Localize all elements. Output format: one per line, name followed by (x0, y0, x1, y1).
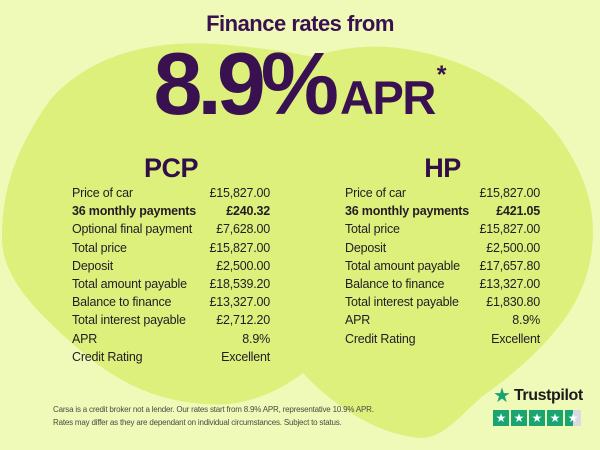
table-row (72, 277, 270, 295)
row-label: Total amount payable (345, 258, 460, 273)
row-label: Price of car (345, 186, 406, 200)
star-glyph: ★ (549, 411, 561, 425)
table-row (345, 186, 540, 204)
full-star-icon (529, 410, 545, 426)
row-label: Total interest payable (72, 313, 186, 328)
full-star-icon (547, 410, 563, 426)
table-row (345, 241, 540, 259)
row-label: Total interest payable (345, 295, 459, 310)
row-label: APR (72, 331, 98, 346)
pcp-table-rows (72, 186, 270, 368)
disclaimer-line-1: Carsa is a credit broker not a lender. Our rates start from 8.9% APR, representative 10.9% APR. (53, 405, 374, 414)
row-value: £17,657.80 (479, 258, 540, 273)
row-label: APR (345, 313, 371, 328)
row-value: £7,628.00 (216, 222, 270, 237)
row-label: Balance to finance (345, 276, 445, 291)
table-row (72, 350, 270, 368)
disclaimer-text (53, 404, 383, 429)
row-label: Total price (345, 222, 400, 237)
disclaimer-line-2: Rates may differ as they are dependant on individual circumstances. Subject to status. (53, 417, 342, 427)
row-label: Price of car (72, 186, 133, 200)
star-glyph: ★ (513, 411, 525, 425)
full-star-icon (493, 410, 509, 426)
row-value: £1,830.80 (486, 295, 540, 310)
row-value: 8.9% (242, 331, 270, 346)
table-row (72, 186, 270, 204)
table-row (72, 204, 270, 222)
headline-rate-value: 8.9% (153, 34, 335, 133)
star-glyph: ★ (567, 411, 579, 425)
row-value: £13,327.00 (479, 276, 540, 291)
table-row (345, 259, 540, 277)
row-label: Credit Rating (345, 331, 416, 346)
row-value: £13,327.00 (209, 295, 270, 310)
row-value: Excellent (491, 331, 540, 346)
row-value: £421.05 (496, 204, 540, 219)
row-label: Total price (72, 240, 127, 255)
row-value: £15,827.00 (479, 222, 540, 237)
trustpilot-rating-stars (493, 410, 583, 426)
row-value: £15,827.00 (209, 240, 270, 255)
trustpilot-star-icon: ★ (493, 385, 511, 407)
row-label: Total amount payable (72, 276, 187, 291)
pcp-table-title: PCP (143, 153, 199, 183)
row-value: £2,500.00 (216, 258, 270, 273)
table-row (72, 259, 270, 277)
row-label: Optional final payment (72, 222, 192, 237)
row-label: Deposit (72, 258, 113, 273)
row-value: 8.9% (512, 313, 540, 328)
table-row (345, 332, 540, 350)
row-value: £2,500.00 (486, 240, 540, 255)
table-row (345, 222, 540, 240)
table-row (72, 332, 270, 350)
row-value: £15,827.00 (209, 186, 270, 200)
page-title: Finance rates from (206, 11, 394, 36)
headline-asterisk: * (436, 61, 447, 89)
trustpilot-widget (493, 387, 583, 426)
headline-rate-suffix: APR (340, 71, 435, 124)
row-value: £15,827.00 (479, 186, 540, 200)
row-label: Balance to finance (72, 295, 172, 310)
table-row (72, 241, 270, 259)
row-label: Credit Rating (72, 349, 143, 364)
hp-table-rows (345, 186, 540, 350)
table-row (345, 204, 540, 222)
row-label: 36 monthly payments (345, 204, 470, 219)
row-label: Deposit (345, 240, 386, 255)
table-row (72, 222, 270, 240)
table-row (345, 295, 540, 313)
trustpilot-brand-name: Trustpilot (513, 387, 583, 404)
table-row (72, 295, 270, 313)
table-row (345, 313, 540, 331)
star-glyph: ★ (531, 411, 543, 425)
table-row (72, 313, 270, 331)
half-star-icon (565, 410, 581, 426)
trustpilot-logo (493, 387, 583, 405)
row-label: 36 monthly payments (72, 204, 197, 219)
row-value: £18,539.20 (209, 276, 270, 291)
row-value: £240.32 (226, 204, 270, 219)
table-row (345, 277, 540, 295)
full-star-icon (511, 410, 527, 426)
star-glyph: ★ (495, 411, 507, 425)
hp-finance-table (345, 155, 540, 350)
row-value: Excellent (221, 349, 270, 364)
headline-rate (0, 34, 600, 133)
hp-table-title: HP (424, 153, 461, 183)
row-value: £2,712.20 (216, 313, 270, 328)
pcp-finance-table (72, 155, 270, 368)
